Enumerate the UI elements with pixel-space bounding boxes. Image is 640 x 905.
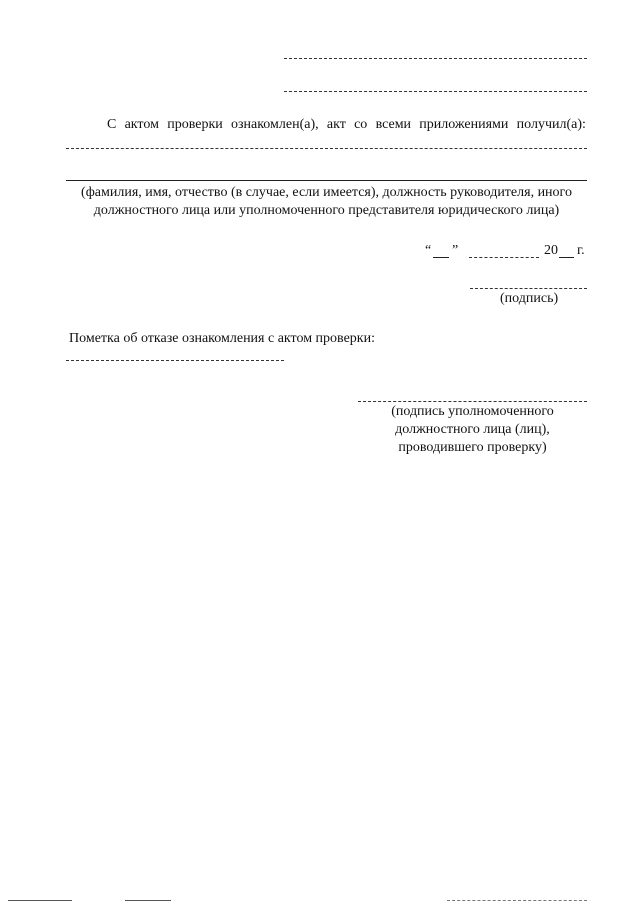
ack-word-8: приложениями [419,117,509,132]
name-caption-line-1: (фамилия, имя, отчество (в случае, если имеется), должность руководителя, иного [81,185,572,200]
top-blank-line-1 [284,58,587,59]
ack-word-7: всеми [375,117,412,132]
top-blank-line-2 [284,91,587,92]
name-blank-line-1 [66,148,587,149]
bottom-scan-mark-3 [447,900,587,901]
date-year-blank [559,257,574,258]
date-year-prefix: 20 [544,243,558,258]
acknowledgement-sentence [107,116,586,134]
official-signature-blank-line [358,401,587,402]
refusal-note-blank-line [66,360,284,361]
date-day-blank [433,257,449,258]
bottom-scan-mark-1 [8,900,72,901]
ack-word-1: С [107,117,117,132]
official-caption-line-1: (подпись уполномоченного [391,404,554,419]
date-close-quote: ” [452,243,459,258]
date-month-blank [469,257,539,258]
official-caption-line-2: должностного лица (лиц), [395,422,550,437]
date-year-suffix: г. [577,243,585,258]
official-caption-line-3: проводившего проверку) [398,440,547,455]
name-caption [66,184,587,220]
ack-word-3: проверки [167,117,223,132]
name-caption-line-2: должностного лица или уполномоченного представителя юридического лица) [93,203,560,218]
ack-word-4: ознакомлен(а), [230,117,319,132]
name-blank-line-2 [66,180,587,181]
ack-word-6: со [354,117,368,132]
bottom-scan-mark-2 [125,900,171,901]
ack-word-2: актом [124,117,159,132]
date-open-quote: “ [425,243,432,258]
signature-blank-line [470,288,587,289]
official-signature-caption [358,403,587,457]
ack-word-9: получил(а): [516,117,586,132]
refusal-note-label: Пометка об отказе ознакомления с актом проверки: [69,331,375,346]
signature-caption: (подпись) [500,291,559,306]
ack-word-5: акт [326,117,346,132]
